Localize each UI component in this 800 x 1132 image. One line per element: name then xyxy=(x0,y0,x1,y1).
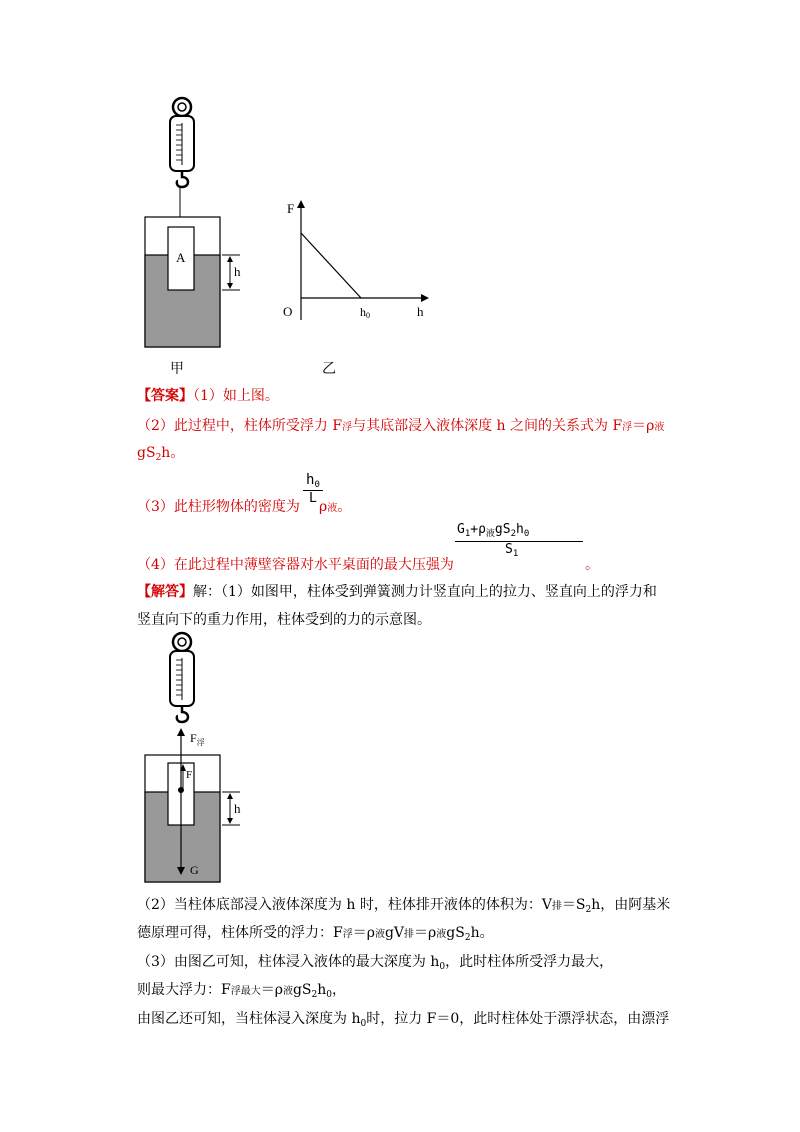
solution-p2-line-2: 德原理可得，柱体所受的浮力：F浮＝ρ液gV排＝ρ液$gS_2h$。 xyxy=(137,925,494,943)
solution-p3-line-2: 则最大浮力：F浮最大＝ρ液$gS_2h_0$， xyxy=(137,982,347,1000)
figure-jia xyxy=(130,95,270,355)
graph-x-label: h xyxy=(417,304,424,319)
solution-line-1: 【解答】解：（1）如图甲，柱体受到弹簧测力计竖直向上的拉力、竖直向上的浮力和 xyxy=(137,584,657,600)
graph-origin-label: O xyxy=(283,304,293,319)
answer-item-4: （4）在此过程中薄壁容器对水平桌面的最大压强为 xyxy=(137,557,454,573)
answer-item-3-rho: ρ液。 xyxy=(319,499,352,515)
answer-item-4-end: 。 xyxy=(585,557,599,573)
solution-line-2: 竖直向下的重力作用，柱体受到的力的示意图。 xyxy=(137,612,431,628)
h-dimension-label-2: h xyxy=(234,801,241,816)
answer-item-2-cont: $gS_2h$。 xyxy=(137,445,185,463)
force-gravity-label: G xyxy=(190,863,199,877)
answer-item-1: 【答案】（1）如上图。 xyxy=(137,388,279,404)
force-pull-label: F xyxy=(186,769,193,781)
pressure-fraction: $G_1+\rho_液gS_2h_0$ $S_1$ xyxy=(455,522,583,559)
figure-yi-graph xyxy=(275,195,435,330)
block-a-label: A xyxy=(176,250,186,265)
solution-p3-line-3: 由图乙还可知，当柱体浸入深度为 $h_0$时，拉力 F＝0，此时柱体处于漂浮状态，由漂浮 xyxy=(137,1011,670,1029)
answer-item-3: （3）此柱形物体的密度为 xyxy=(137,499,300,515)
caption-yi: 乙 xyxy=(322,361,336,377)
caption-jia: 甲 xyxy=(170,361,184,377)
graph-y-label: F xyxy=(287,201,295,216)
density-fraction: $\frac{h_0}{L}$ xyxy=(303,472,323,506)
graph-h0-label: h0 xyxy=(360,305,370,320)
solution-p2-line-1: （2）当柱体底部浸入液体深度为 h 时，柱体排开液体的体积为：V排$=S_2h$，由阿基米 xyxy=(137,897,671,915)
force-buoy-label: $F_浮$ xyxy=(190,731,205,747)
figure-force-diagram xyxy=(130,630,270,885)
answer-item-2: （2）此过程中，柱体所受浮力 F浮与其底部浸入液体深度 h 之间的关系式为 F浮＝ρ液 xyxy=(137,418,665,434)
solution-p3-line-1: （3）由图乙可知，柱体浸入液体的最大深度为 $h_0$，此时柱体所受浮力最大， xyxy=(137,954,614,972)
h-dimension-label: h xyxy=(234,264,241,279)
